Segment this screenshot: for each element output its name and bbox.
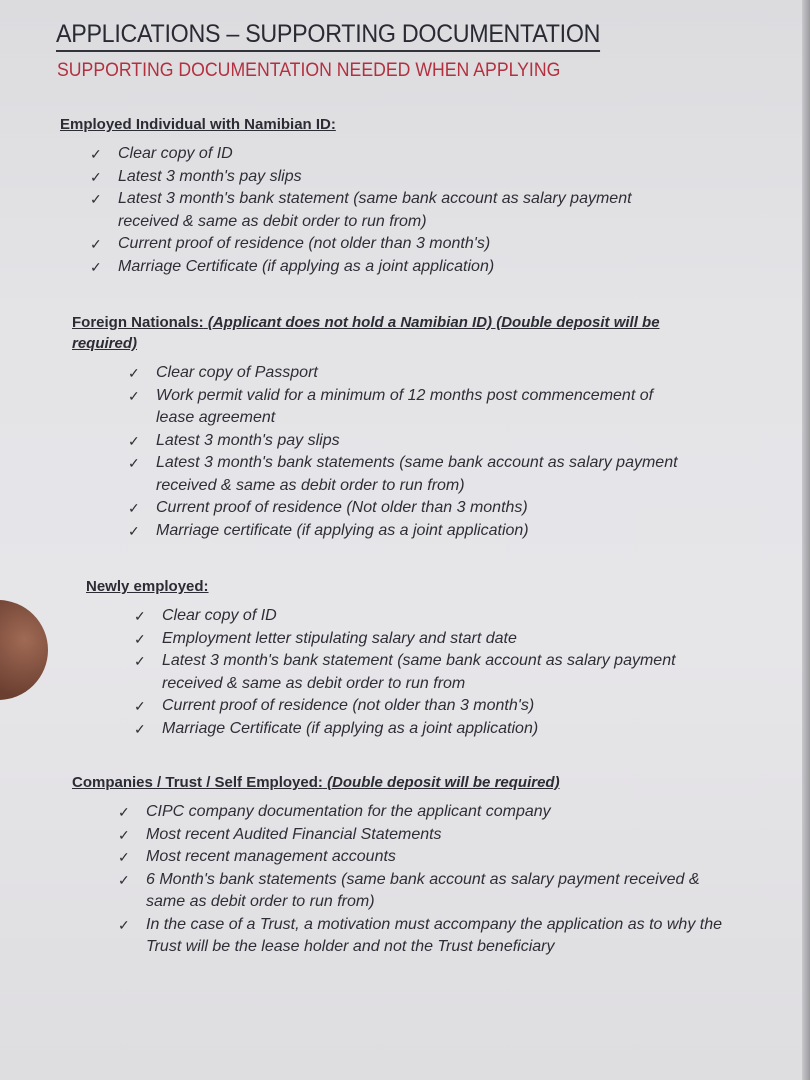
list-item-text: Clear copy of ID [118, 145, 233, 162]
list-item-text: Clear copy of Passport [156, 364, 318, 381]
requirements-list [128, 362, 682, 542]
check-mark-icon: ✓ [118, 804, 130, 820]
list-item-text: Most recent Audited Financial Statements [146, 825, 442, 843]
list-item [128, 430, 682, 453]
document-title: APPLICATIONS – SUPPORTING DOCUMENTATION [56, 20, 600, 52]
section-heading [86, 576, 706, 597]
section-heading-text: Employed Individual with Namibian ID: [60, 116, 336, 133]
requirements-list [134, 605, 706, 740]
check-mark-icon: ✓ [134, 608, 146, 624]
check-mark-icon: ✓ [128, 365, 140, 381]
check-mark-icon: ✓ [90, 191, 102, 207]
section-companies [72, 772, 722, 959]
list-item [134, 605, 706, 628]
list-item [90, 166, 660, 189]
list-item-text: Current proof of residence (not older than 3 month's) [162, 697, 535, 714]
section-heading [72, 312, 672, 354]
section-employed [60, 114, 660, 278]
list-item-text: 6 Month's bank statements (same bank account as salary payment received & same as debit order to run from) [146, 870, 700, 910]
list-item [128, 362, 682, 385]
list-item-text: Marriage Certificate (if applying as a joint application) [162, 719, 539, 737]
list-item [90, 143, 660, 166]
list-item [118, 801, 722, 824]
check-mark-icon: ✓ [128, 432, 140, 449]
section-heading-text: Foreign Nationals: [72, 314, 204, 331]
list-item-text: Marriage certificate (if applying as a joint application) [156, 521, 529, 539]
list-item [134, 695, 706, 718]
check-mark-icon: ✓ [118, 916, 130, 933]
check-mark-icon: ✓ [134, 698, 146, 714]
section-foreign-nationals [72, 312, 682, 542]
list-item [128, 452, 682, 497]
list-item [118, 824, 722, 847]
finger-holding-page [0, 600, 48, 700]
requirements-list [90, 143, 660, 278]
check-mark-icon: ✓ [134, 653, 146, 669]
list-item-text: Latest 3 month's bank statements (same bank account as salary payment received & same as debit order to run from) [156, 454, 678, 494]
check-mark-icon: ✓ [90, 168, 102, 185]
list-item [128, 497, 682, 520]
list-item-text: In the case of a Trust, a motivation must accompany the application as to why the Trust will be the lease holder and not the Trust beneficiary [146, 915, 722, 955]
list-item [90, 256, 660, 279]
list-item [118, 869, 722, 914]
list-item-text: Latest 3 month's bank statement (same bank account as salary payment received & same as debit order to run from [162, 652, 676, 692]
check-mark-icon: ✓ [118, 826, 130, 843]
check-mark-icon: ✓ [128, 522, 140, 539]
list-item [128, 385, 682, 430]
list-item [118, 914, 722, 959]
list-item-text: Work permit valid for a minimum of 12 months post commencement of lease agreement [156, 386, 654, 426]
check-mark-icon: ✓ [118, 849, 130, 865]
check-mark-icon: ✓ [90, 236, 102, 252]
check-mark-icon: ✓ [90, 146, 102, 162]
check-mark-icon: ✓ [134, 720, 146, 737]
list-item-text: Current proof of residence (Not older than 3 months) [156, 499, 528, 516]
list-item-text: Marriage Certificate (if applying as a joint application) [118, 257, 495, 275]
check-mark-icon: ✓ [128, 455, 140, 471]
section-heading-note: (Applicant does not hold a Namibian ID) (Double deposit will be required) [72, 314, 660, 352]
section-heading-text: Newly employed: [86, 578, 209, 595]
check-mark-icon: ✓ [134, 630, 146, 647]
list-item-text: Most recent management accounts [146, 848, 396, 865]
list-item-text: Clear copy of ID [162, 607, 277, 624]
section-heading-note: (Double deposit will be required) [327, 774, 560, 791]
list-item-text: Employment letter stipulating salary and start date [162, 629, 517, 647]
check-mark-icon: ✓ [90, 258, 102, 275]
section-heading [60, 114, 660, 135]
section-heading [72, 772, 722, 793]
check-mark-icon: ✓ [118, 871, 130, 888]
list-item-text: Latest 3 month's pay slips [156, 431, 340, 449]
requirements-list [118, 801, 722, 959]
list-item [134, 628, 706, 651]
list-item-text: Latest 3 month's pay slips [118, 167, 302, 185]
list-item [134, 718, 706, 741]
list-item [90, 188, 660, 233]
document-subtitle: SUPPORTING DOCUMENTATION NEEDED WHEN APPLYING [57, 60, 561, 81]
list-item [134, 650, 706, 695]
list-item-text: Current proof of residence (not older than 3 month's) [118, 235, 491, 252]
list-item [90, 233, 660, 256]
list-item-text: Latest 3 month's bank statement (same bank account as salary payment received & same as debit order to run from) [118, 190, 632, 230]
check-mark-icon: ✓ [128, 500, 140, 516]
list-item [128, 520, 682, 543]
page-edge-shadow [802, 0, 810, 1080]
section-heading-text: Companies / Trust / Self Employed: [72, 774, 323, 791]
section-newly-employed [86, 576, 706, 740]
list-item-text: CIPC company documentation for the applicant company [146, 803, 551, 820]
list-item [118, 846, 722, 869]
check-mark-icon: ✓ [128, 387, 140, 404]
